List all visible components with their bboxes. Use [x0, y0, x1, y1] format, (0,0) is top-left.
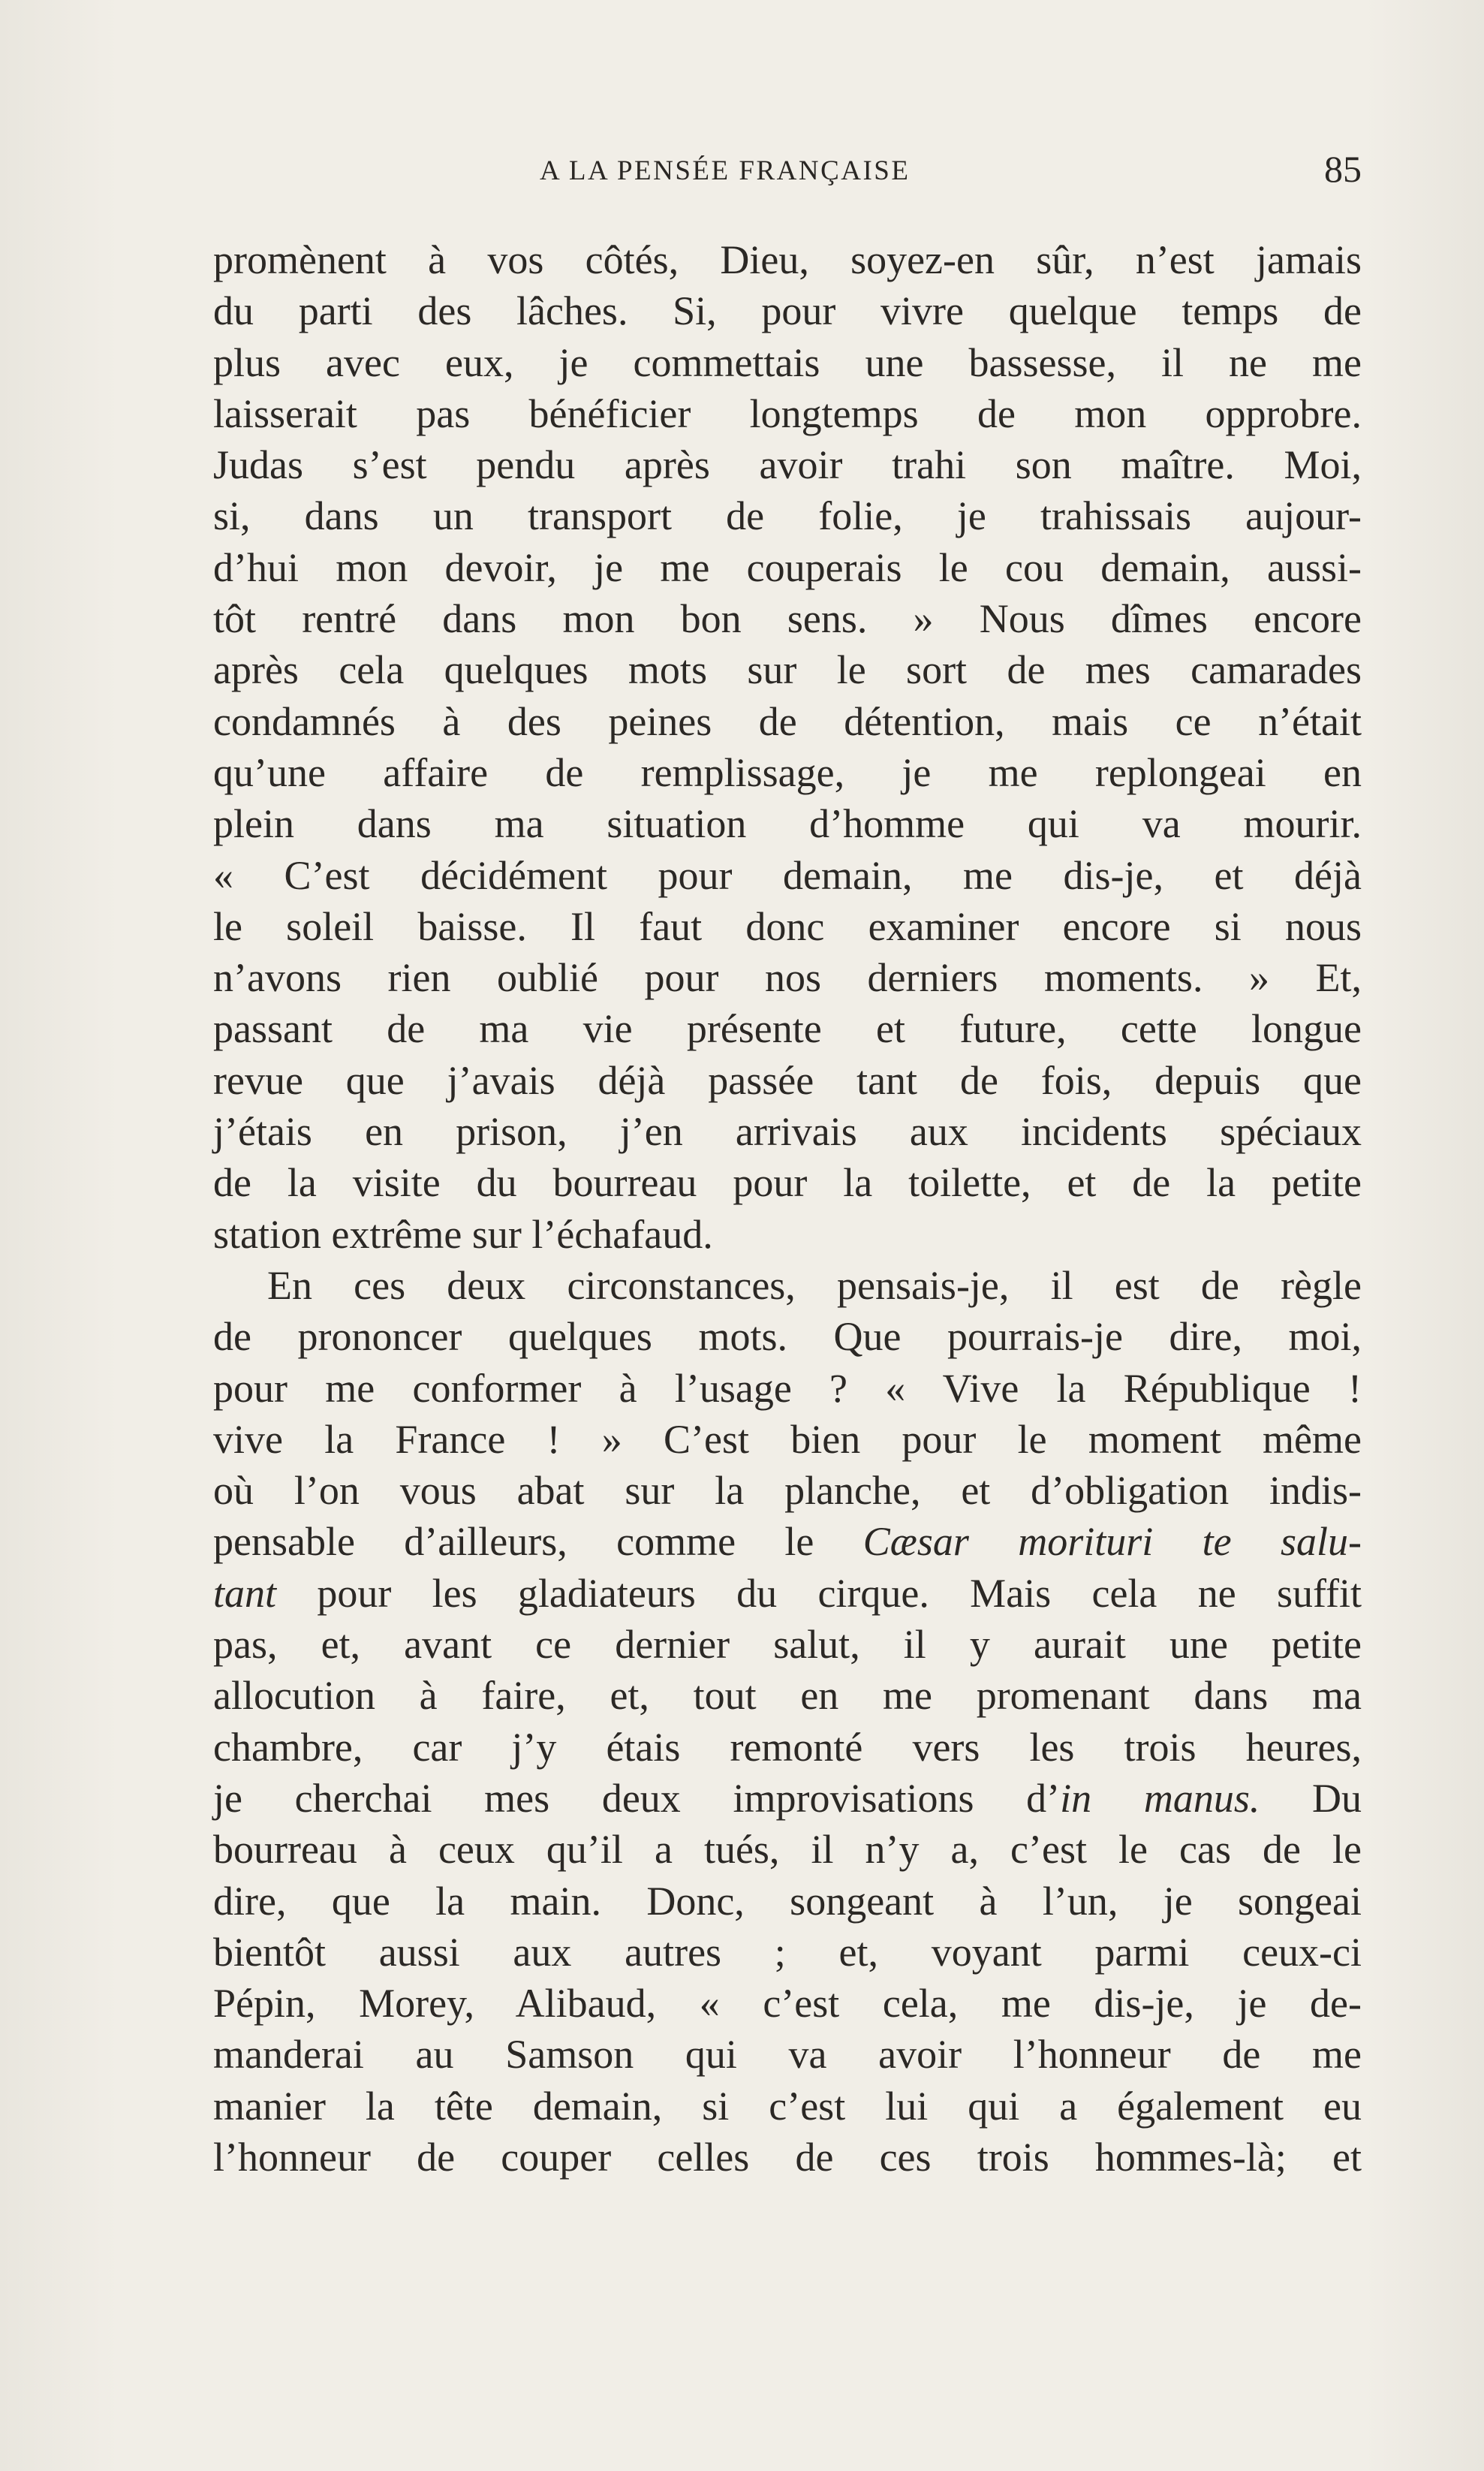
text-line: Judas s’est pendu après avoir trahi son maître. Moi, — [213, 442, 1362, 488]
text-line: En ces deux circonstances, pensais-je, il est de règle — [267, 1262, 1362, 1308]
body-text — [213, 234, 1362, 2183]
text-line: j’étais en prison, j’en arrivais aux incidents spéciaux — [213, 1109, 1362, 1155]
text-line: Pépin, Morey, Alibaud, « c’est cela, me dis-je, je de- — [213, 1981, 1362, 2027]
latin-phrase: tant — [213, 1570, 277, 1616]
text-line — [213, 1568, 1362, 1619]
text-line: où l’on vous abat sur la planche, et d’obligation indis- — [213, 1468, 1362, 1514]
latin-phrase: in manus. — [1060, 1775, 1260, 1821]
text-line: vive la France ! » C’est bien pour le moment même — [213, 1416, 1362, 1462]
text-line: pour me conformer à l’usage ? « Vive la République ! — [213, 1365, 1362, 1411]
text-segment: Du — [1260, 1775, 1362, 1821]
text-line: plein dans ma situation d’homme qui va mourir. — [213, 801, 1362, 847]
text-line: qu’une affaire de remplissage, je me replongeai en — [213, 749, 1362, 795]
text-line: tôt rentré dans mon bon sens. » Nous dîmes encore — [213, 596, 1362, 642]
text-line: pas, et, avant ce dernier salut, il y aurait une petite — [213, 1622, 1362, 1668]
text-line: promènent à vos côtés, Dieu, soyez-en sûr, n’est jamais — [213, 237, 1362, 282]
page-header — [213, 147, 1362, 200]
text-line: passant de ma vie présente et future, cette longue — [213, 1006, 1362, 1052]
text-line: d’hui mon devoir, je me couperais le cou demain, aussi- — [213, 544, 1362, 590]
text-line: condamnés à des peines de détention, mais ce n’était — [213, 698, 1362, 744]
text-segment: pensable d’ailleurs, comme le — [213, 1519, 863, 1565]
text-line: manderai au Samson qui va avoir l’honneur de me — [213, 2032, 1362, 2078]
text-segment: je cherchai mes deux improvisations d’ — [213, 1775, 1061, 1821]
text-line: « C’est décidément pour demain, me dis-je, et déjà — [213, 852, 1362, 898]
text-line: allocution à faire, et, tout en me promenant dans ma — [213, 1673, 1362, 1719]
text-line: plus avec eux, je commettais une bassesse, il ne me — [213, 339, 1362, 385]
text-line: manier la tête demain, si c’est lui qui a également eu — [213, 2083, 1362, 2129]
text-line: n’avons rien oublié pour nos derniers moments. » Et, — [213, 955, 1362, 1001]
page-number: 85 — [1324, 148, 1362, 190]
running-title: A LA PENSÉE FRANÇAISE — [540, 155, 911, 186]
text-line: bourreau à ceux qu’il a tués, il n’y a, c’est le cas de le — [213, 1827, 1362, 1873]
latin-phrase: Cæsar morituri te salu- — [862, 1519, 1362, 1565]
text-line: le soleil baisse. Il faut donc examiner encore si nous — [213, 903, 1362, 949]
text-line: chambre, car j’y étais remonté vers les trois heures, — [213, 1724, 1362, 1770]
paragraph-2 — [213, 1260, 1362, 2183]
text-line: l’honneur de couper celles de ces trois hommes-là; et — [213, 2134, 1362, 2180]
text-line — [213, 1516, 1362, 1567]
text-line: station extrême sur l’échafaud. — [213, 1211, 713, 1257]
text-line: dire, que la main. Donc, songeant à l’un, je songeai — [213, 1878, 1362, 1924]
text-segment: pour les gladiateurs du cirque. Mais cela ne suffit — [276, 1570, 1362, 1616]
text-line: bientôt aussi aux autres ; et, voyant parmi ceux-ci — [213, 1929, 1362, 1975]
text-line: de prononcer quelques mots. Que pourrais-je dire, moi, — [213, 1314, 1362, 1360]
paragraph-1 — [213, 234, 1362, 1260]
text-line: de la visite du bourreau pour la toilette, et de la petite — [213, 1160, 1362, 1206]
text-line: si, dans un transport de folie, je trahissais aujour- — [213, 493, 1362, 539]
text-line — [213, 1773, 1362, 1824]
text-line: après cela quelques mots sur le sort de mes camarades — [213, 647, 1362, 693]
text-line: du parti des lâches. Si, pour vivre quelque temps de — [213, 288, 1362, 334]
text-line: revue que j’avais déjà passée tant de fois, depuis que — [213, 1057, 1362, 1103]
text-line: laisserait pas bénéficier longtemps de mon opprobre. — [213, 390, 1362, 436]
